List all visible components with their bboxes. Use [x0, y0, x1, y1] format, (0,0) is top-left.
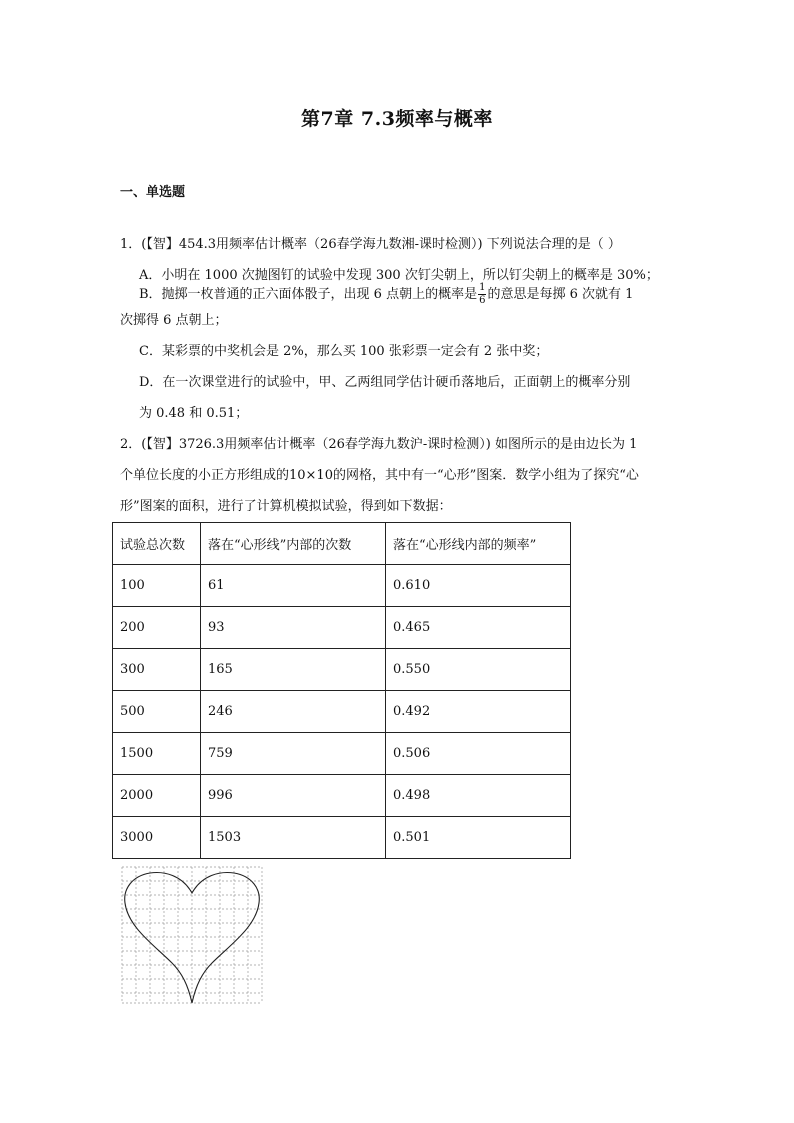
table-row [113, 649, 571, 691]
option-b-text-before: B．抛掷一枚普通的正六面体骰子，出现 6 点朝上的概率是 [139, 286, 478, 302]
question-2-line-2: 个单位长度的小正方形组成的10×10的网格，其中有一“心形”图案．数学小组为了探究“心 [120, 468, 639, 483]
heart-grid-figure [120, 865, 264, 1005]
table-cell: 93 [201, 607, 386, 649]
table-cell: 0.501 [386, 817, 571, 859]
table-cell: 61 [201, 565, 386, 607]
table-cell: 759 [201, 733, 386, 775]
frequency-table [112, 522, 571, 859]
question-1-option-d-continued: 为 0.48 和 0.51； [139, 406, 249, 421]
question-1-option-d: D．在一次课堂进行的试验中，甲、乙两组同学估计硬币落地后，正面朝上的概率分别 [139, 375, 631, 390]
question-1-stem: 1．(【智】454.3用频率估计概率（26春学海九数湘-课时检测）) 下列说法合理的是（ ） [120, 237, 621, 252]
table-cell: 0.610 [386, 565, 571, 607]
table-row [113, 775, 571, 817]
table-cell: 1500 [113, 733, 201, 775]
page-title: 第7章 7.3频率与概率 [301, 108, 493, 130]
table-header-row [113, 523, 571, 565]
question-1-option-a: A．小明在 1000 次抛图钉的试验中发现 300 次钉尖朝上，所以钉尖朝上的概率是 30%； [139, 268, 659, 283]
option-b-text-after: 的意思是每掷 6 次就有 1 [487, 286, 634, 302]
table-cell: 300 [113, 649, 201, 691]
table-cell: 996 [201, 775, 386, 817]
question-2-line-1: 2．(【智】3726.3用频率估计概率（26春学海九数沪-课时检测）) 如图所示的是由边长为 1 [120, 437, 638, 452]
table-cell: 0.465 [386, 607, 571, 649]
table-cell: 165 [201, 649, 386, 691]
table-header-cell: 落在“心形线”内部的次数 [201, 523, 386, 565]
question-1-option-b [139, 274, 633, 314]
fraction [478, 282, 486, 306]
table-cell: 200 [113, 607, 201, 649]
table-row [113, 733, 571, 775]
question-2-line-3: 形”图案的面积，进行了计算机模拟试验，得到如下数据： [120, 499, 452, 514]
table-row [113, 691, 571, 733]
table-row [113, 817, 571, 859]
table-cell: 2000 [113, 775, 201, 817]
table-cell: 0.498 [386, 775, 571, 817]
section-heading: 一、单选题 [120, 185, 186, 200]
fraction-numerator: 1 [479, 282, 486, 293]
table-cell: 246 [201, 691, 386, 733]
question-1-option-b-continued: 次掷得 6 点朝上； [120, 313, 228, 328]
table-cell: 100 [113, 565, 201, 607]
table-row [113, 565, 571, 607]
table-row [113, 607, 571, 649]
table-cell: 0.492 [386, 691, 571, 733]
table-cell: 500 [113, 691, 201, 733]
question-1-option-c: C．某彩票的中奖机会是 2%，那么买 100 张彩票一定会有 2 张中奖； [139, 344, 549, 359]
table-cell: 0.506 [386, 733, 571, 775]
fraction-denominator: 6 [479, 294, 486, 306]
table-header-cell: 落在“心形线内部的频率” [386, 523, 571, 565]
table-cell: 3000 [113, 817, 201, 859]
table-cell: 0.550 [386, 649, 571, 691]
table-header-cell: 试验总次数 [113, 523, 201, 565]
table-cell: 1503 [201, 817, 386, 859]
